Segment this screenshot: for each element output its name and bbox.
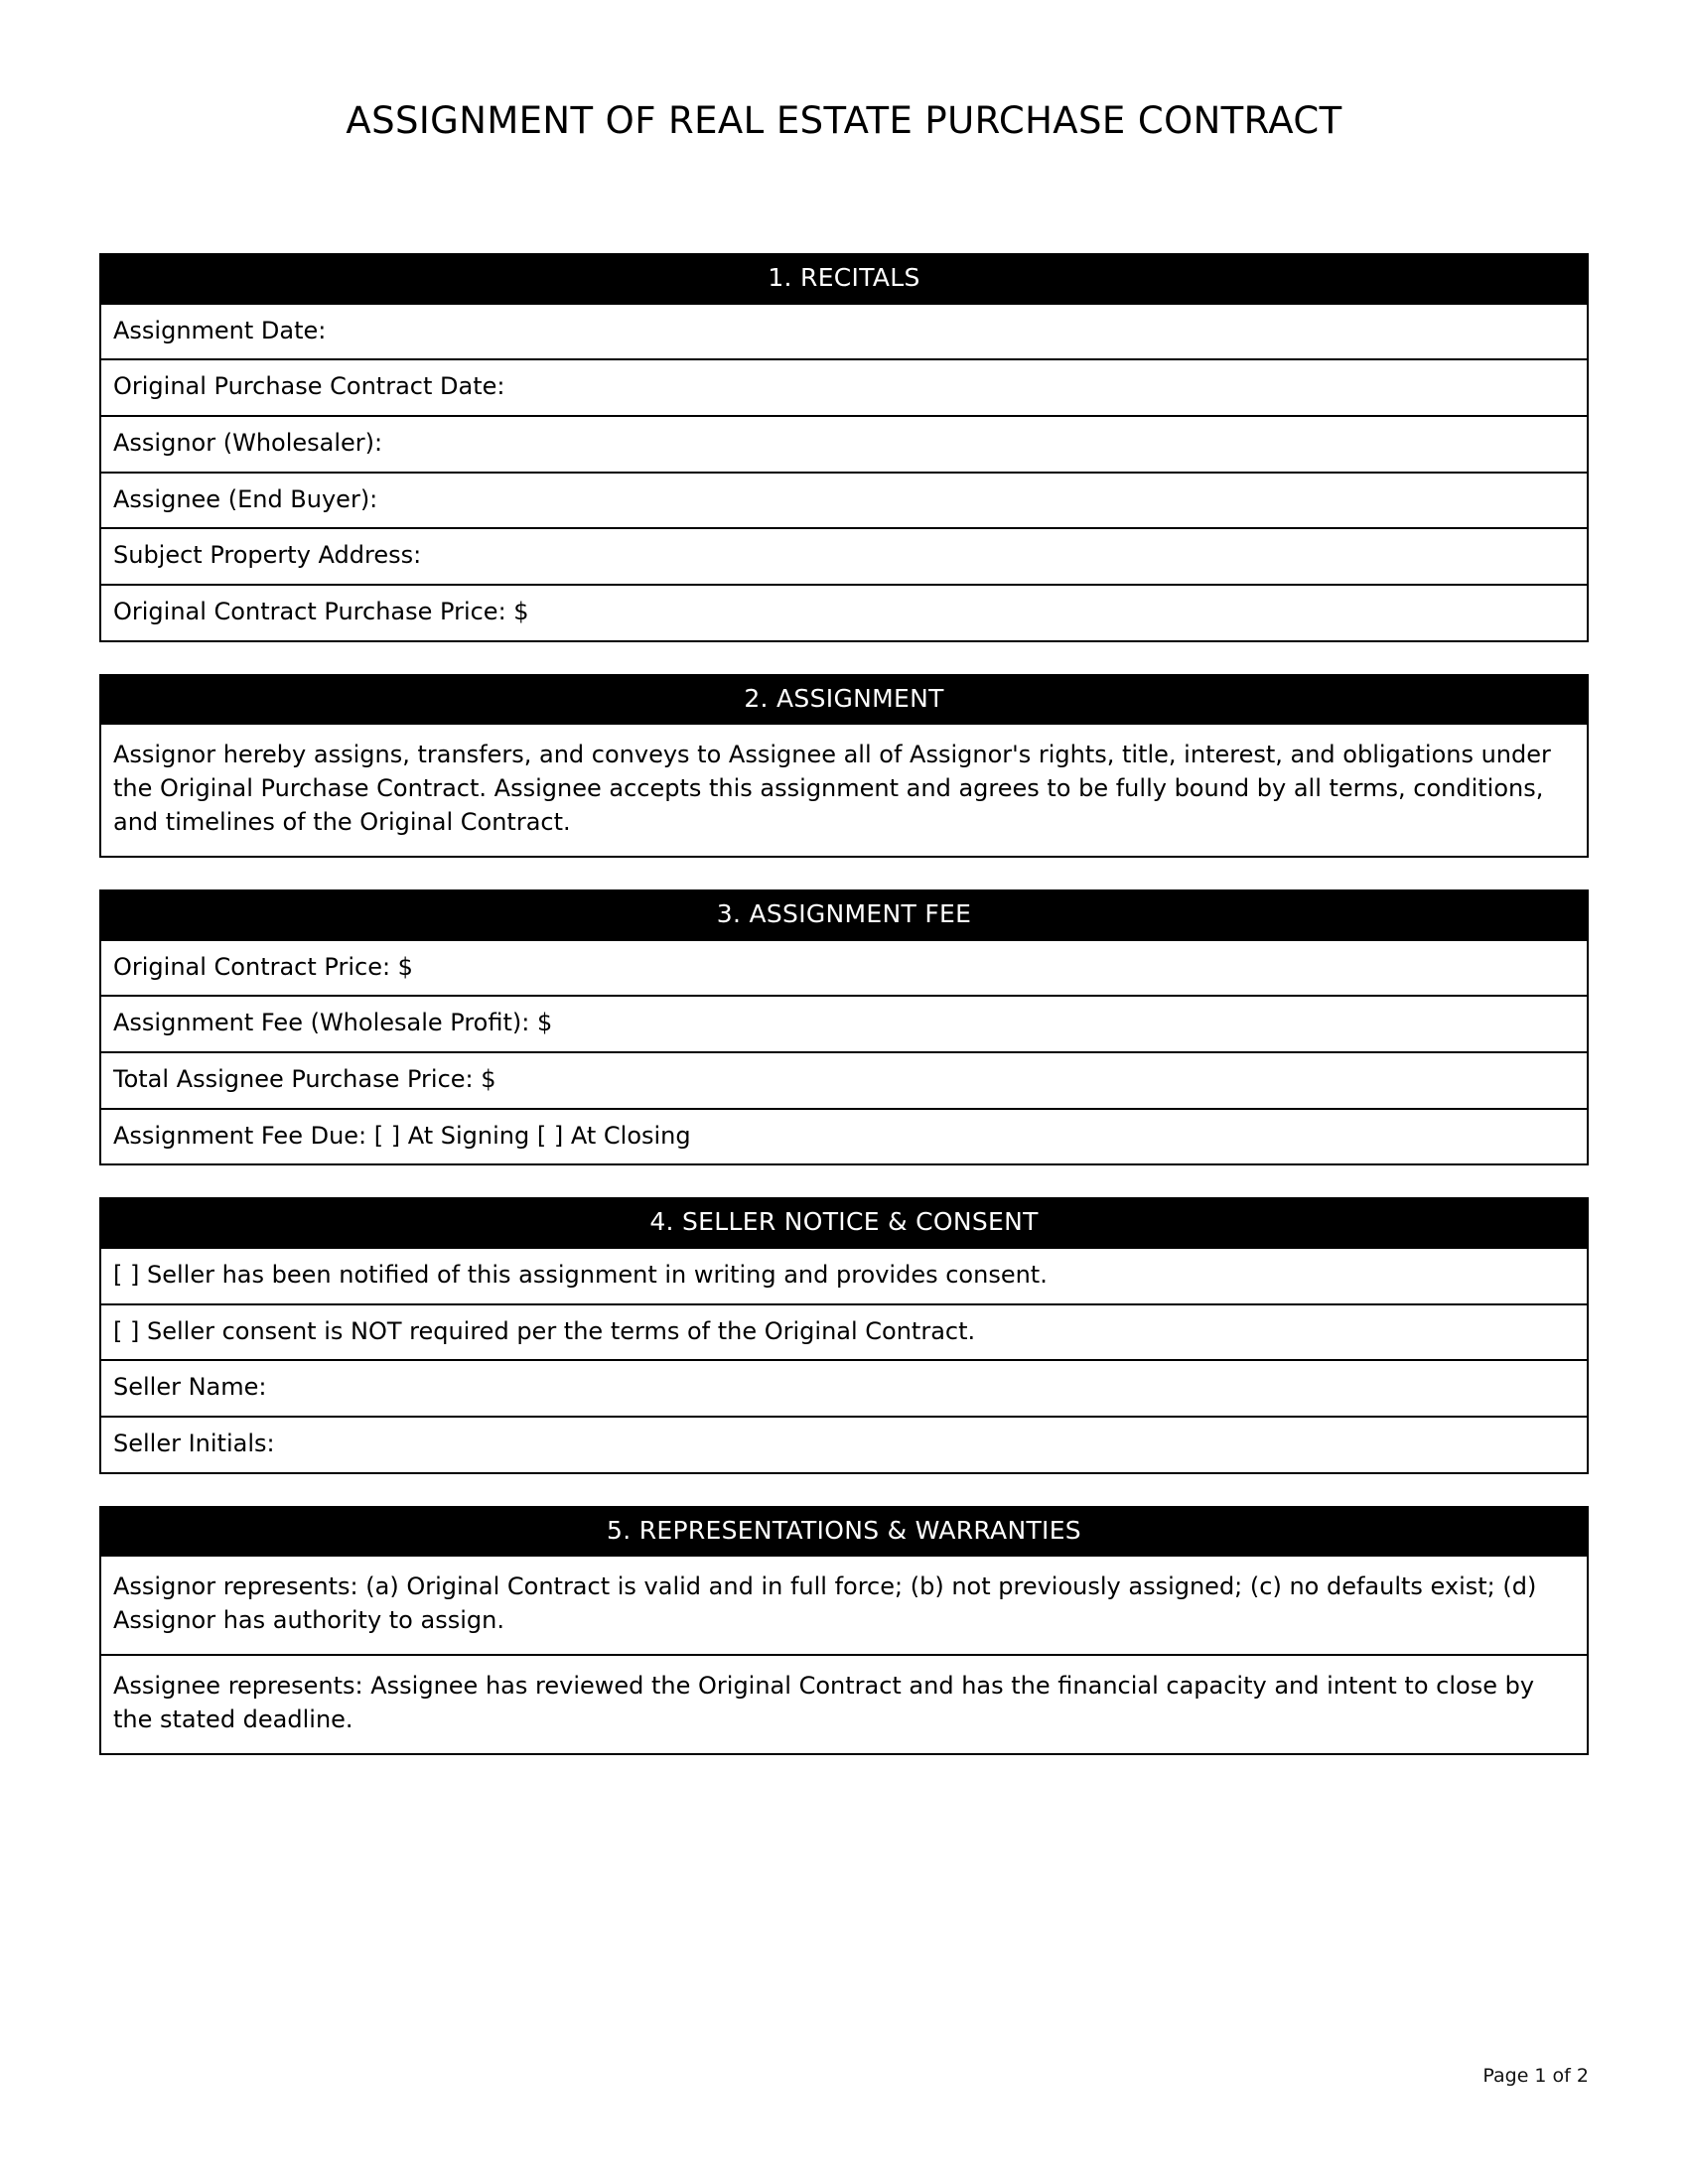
section-recitals bbox=[99, 253, 1589, 642]
section-header-assignment-fee: 3. ASSIGNMENT FEE bbox=[99, 889, 1589, 941]
page-footer: Page 1 of 2 bbox=[1482, 2065, 1589, 2087]
field-original-contract-price[interactable]: Original Contract Price: $ bbox=[99, 941, 1589, 998]
section-seller-notice-consent bbox=[99, 1197, 1589, 1473]
document-body bbox=[99, 142, 1589, 1755]
field-assignee-end-buyer[interactable]: Assignee (End Buyer): bbox=[99, 474, 1589, 530]
assignee-representations-text: Assignee represents: Assignee has reviewed the Original Contract and has the financial capacity and intent to close by the stated deadline. bbox=[99, 1656, 1589, 1755]
section-assignment bbox=[99, 674, 1589, 859]
section-representations-warranties bbox=[99, 1506, 1589, 1756]
section-header-representations-warranties: 5. REPRESENTATIONS & WARRANTIES bbox=[99, 1506, 1589, 1558]
section-header-assignment: 2. ASSIGNMENT bbox=[99, 674, 1589, 726]
field-total-assignee-purchase-price[interactable]: Total Assignee Purchase Price: $ bbox=[99, 1053, 1589, 1110]
page-title: ASSIGNMENT OF REAL ESTATE PURCHASE CONTRACT bbox=[346, 99, 1342, 142]
checkbox-seller-consent-not-required[interactable]: [ ] Seller consent is NOT required per the terms of the Original Contract. bbox=[99, 1305, 1589, 1362]
field-assignment-date[interactable]: Assignment Date: bbox=[99, 305, 1589, 361]
field-assignment-fee-due-checkboxes[interactable]: Assignment Fee Due: [ ] At Signing [ ] At Closing bbox=[99, 1110, 1589, 1166]
field-assignor-wholesaler[interactable]: Assignor (Wholesaler): bbox=[99, 417, 1589, 474]
section-header-seller-notice-consent: 4. SELLER NOTICE & CONSENT bbox=[99, 1197, 1589, 1249]
field-original-purchase-contract-date[interactable]: Original Purchase Contract Date: bbox=[99, 360, 1589, 417]
assignment-clause-text: Assignor hereby assigns, transfers, and conveys to Assignee all of Assignor's rights, title, interest, and obligations under the Original Purchase Contract. Assignee accepts this assignment and agrees to be fully bound by all terms, conditions, and timelines of the Original Contract. bbox=[99, 725, 1589, 858]
field-seller-initials[interactable]: Seller Initials: bbox=[99, 1418, 1589, 1474]
checkbox-seller-notified-consent[interactable]: [ ] Seller has been notified of this assignment in writing and provides consent. bbox=[99, 1249, 1589, 1305]
section-assignment-fee bbox=[99, 889, 1589, 1165]
section-header-recitals: 1. RECITALS bbox=[99, 253, 1589, 305]
field-seller-name[interactable]: Seller Name: bbox=[99, 1361, 1589, 1418]
field-subject-property-address[interactable]: Subject Property Address: bbox=[99, 529, 1589, 586]
assignor-representations-text: Assignor represents: (a) Original Contract is valid and in full force; (b) not previously assigned; (c) no defaults exist; (d) Assignor has authority to assign. bbox=[99, 1557, 1589, 1656]
field-original-contract-purchase-price[interactable]: Original Contract Purchase Price: $ bbox=[99, 586, 1589, 642]
field-assignment-fee-wholesale-profit[interactable]: Assignment Fee (Wholesale Profit): $ bbox=[99, 997, 1589, 1053]
